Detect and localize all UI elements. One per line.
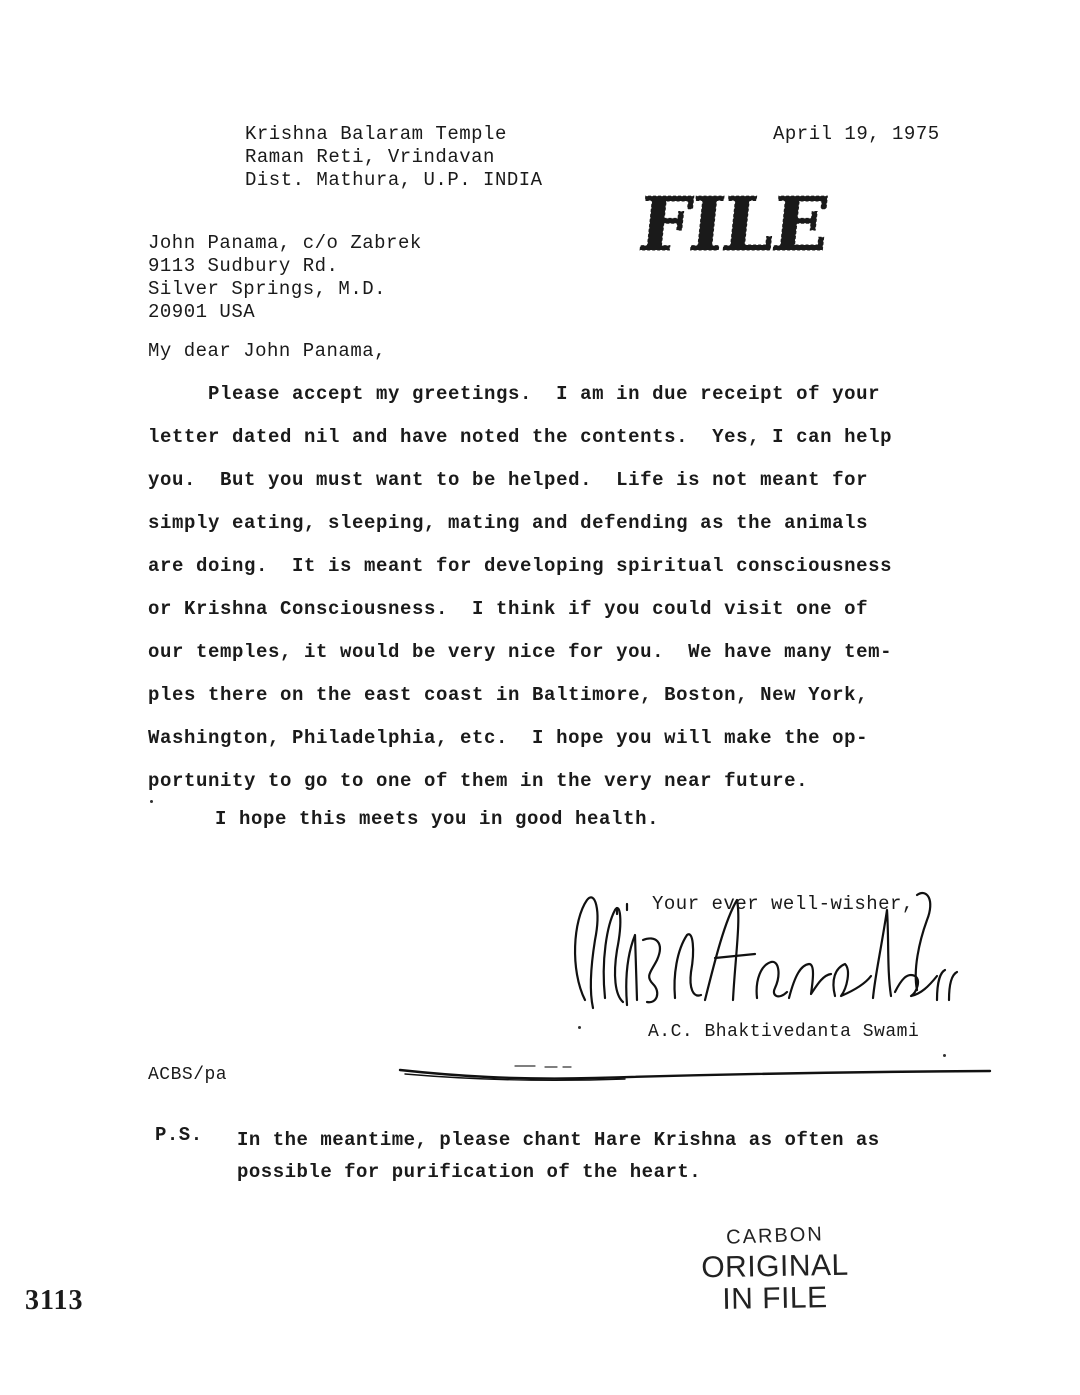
recipient-address-line-4: 20901 USA xyxy=(148,301,256,323)
body-line: or Krishna Consciousness. I think if you could visit one of xyxy=(148,598,869,620)
recipient-address-line-3: Silver Springs, M.D. xyxy=(148,278,387,300)
body-line: letter dated nil and have noted the contents. Yes, I can help xyxy=(148,426,893,448)
recipient-address-line-2: 9113 Sudbury Rd. xyxy=(148,255,339,277)
valediction: Your ever well-wisher, xyxy=(652,893,914,915)
signature-rule xyxy=(395,1058,995,1088)
carbon-original-stamp xyxy=(690,1225,860,1316)
postscript xyxy=(237,1124,997,1188)
letter-date: April 19, 1975 xyxy=(773,123,940,145)
body-line: Please accept my greetings. I am in due receipt of your xyxy=(148,383,881,405)
body-line: Washington, Philadelphia, etc. I hope you will make the op- xyxy=(148,727,869,749)
page-number: 3113 xyxy=(25,1285,84,1316)
postscript-line-2: possible for purification of the heart. xyxy=(237,1161,702,1183)
file-stamp xyxy=(634,180,832,268)
body-line: our temples, it would be very nice for you. We have many tem- xyxy=(148,641,893,663)
recipient-address-line-1: John Panama, c/o Zabrek xyxy=(148,232,422,254)
sender-address-line-3: Dist. Mathura, U.P. INDIA xyxy=(245,169,543,191)
sender-address xyxy=(245,123,543,192)
carbon-stamp-line-2: ORIGINAL xyxy=(701,1248,849,1285)
paper-speck xyxy=(150,800,153,803)
body-line: simply eating, sleeping, mating and defending as the animals xyxy=(148,512,869,534)
recipient-address xyxy=(148,232,422,324)
file-stamp-text: FILE xyxy=(634,181,832,268)
signer-name: A.C. Bhaktivedanta Swami xyxy=(648,1022,920,1042)
postscript-line-1: In the meantime, please chant Hare Krishna as often as xyxy=(237,1129,880,1151)
carbon-stamp-line-3: IN FILE xyxy=(722,1281,828,1316)
ps-label: P.S. xyxy=(155,1124,203,1146)
body-line: ples there on the east coast in Baltimore, Boston, New York, xyxy=(148,684,869,706)
paper-speck xyxy=(578,1026,581,1029)
body-line: portunity to go to one of them in the very near future. xyxy=(148,770,809,792)
letter-body xyxy=(148,380,988,810)
salutation: My dear John Panama, xyxy=(148,340,387,362)
typist-initials: ACBS/pa xyxy=(148,1065,228,1085)
sender-address-line-2: Raman Reti, Vrindavan xyxy=(245,146,495,168)
body-line: are doing. It is meant for developing spiritual consciousness xyxy=(148,555,893,577)
carbon-stamp-line-1: CARBON xyxy=(725,1223,825,1249)
body-line: you. But you must want to be helped. Life is not meant for xyxy=(148,469,869,491)
sender-address-line-1: Krishna Balaram Temple xyxy=(245,123,507,145)
paper-speck xyxy=(943,1054,946,1057)
closing-line: I hope this meets you in good health. xyxy=(215,808,660,830)
